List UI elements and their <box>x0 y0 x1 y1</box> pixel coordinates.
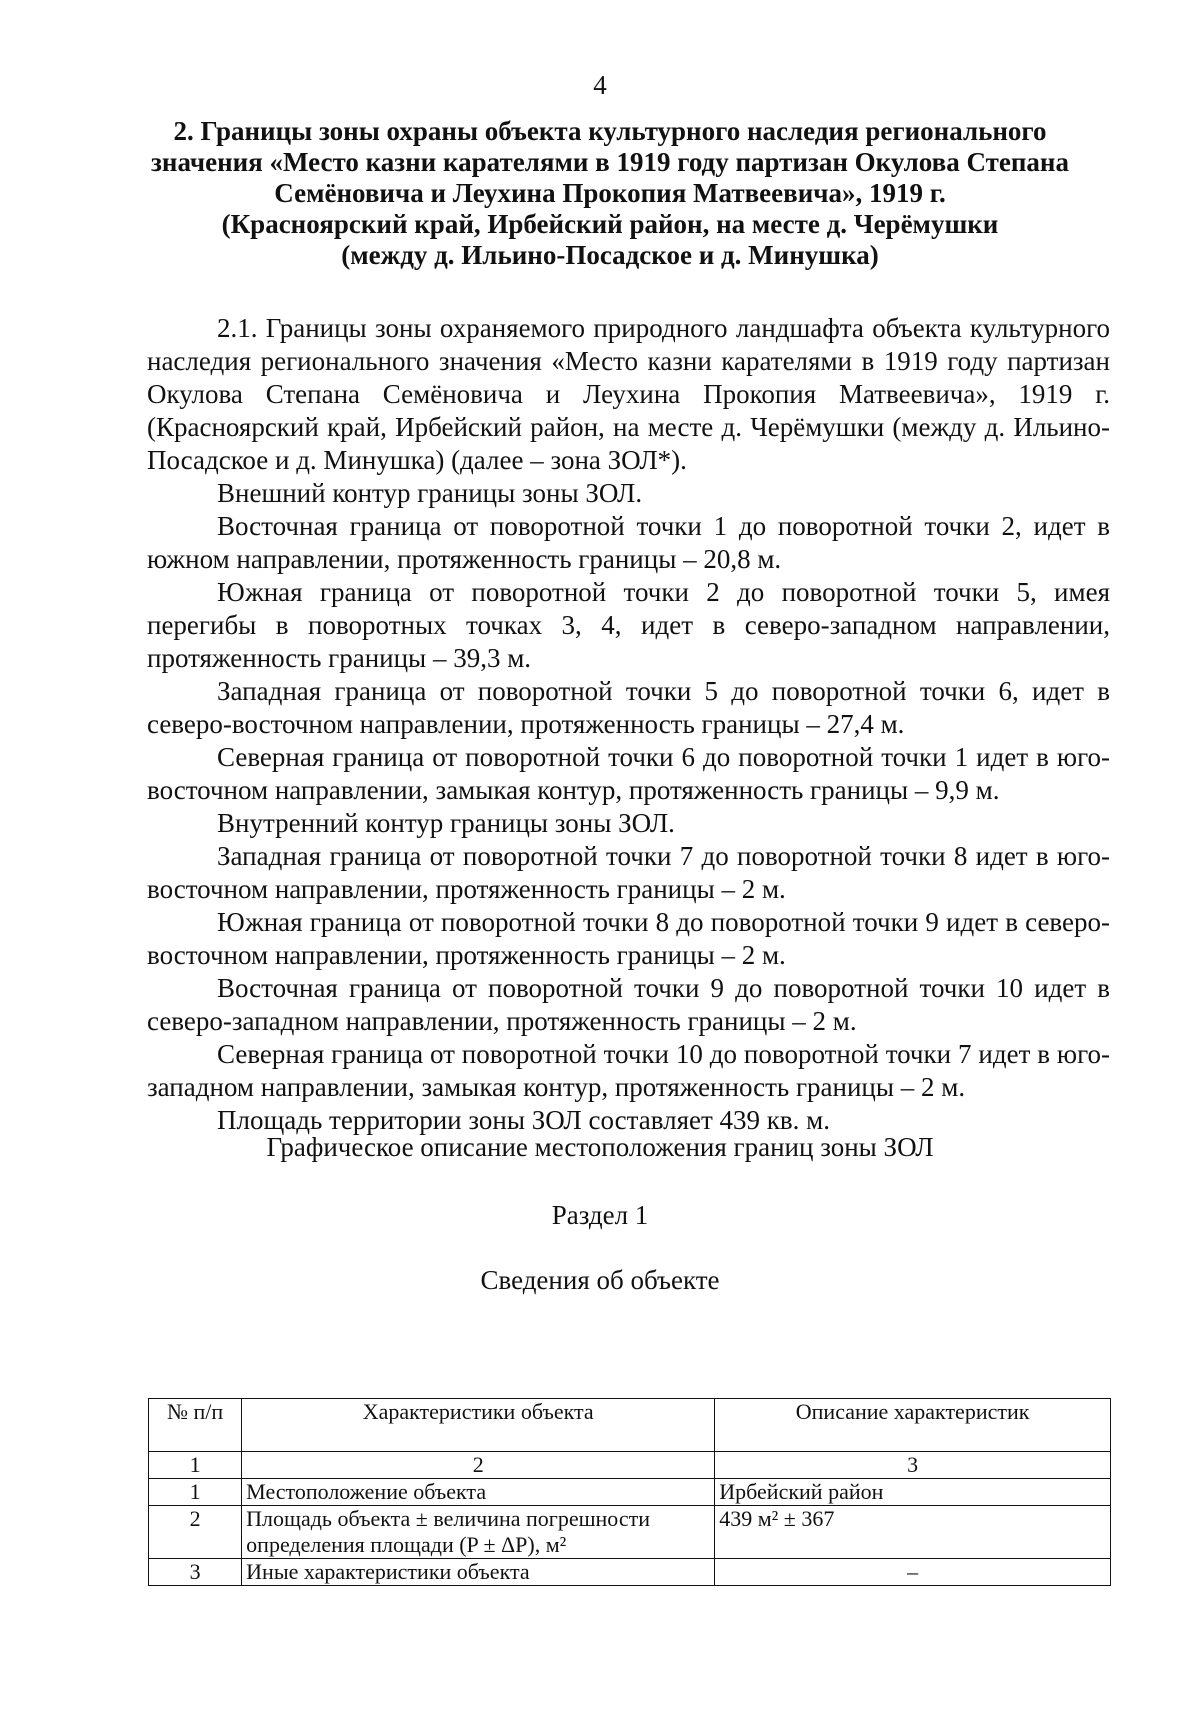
table-cell: 1 <box>149 1452 242 1479</box>
paragraph-inner-north-border: Северная граница от поворотной точки 10 до поворотной точки 7 идет в юго-западном направлении, замыкая контур, протяженность границы – 2 м. <box>147 1039 1110 1102</box>
heading-line: 2. Границы зоны охраны объекта культурного наследия регионального <box>173 116 1047 146</box>
section-title: Раздел 1 <box>551 1200 649 1230</box>
heading-line: значения «Место казни карателями в 1919 году партизан Окулова Степана <box>151 147 1069 177</box>
paragraph-inner-west-border: Западная граница от поворотной точки 7 до поворотной точки 8 идет в юго-восточном направлении, протяженность границы – 2 м. <box>147 841 1110 904</box>
table-row <box>149 1479 1111 1506</box>
paragraph-area: Площадь территории зоны ЗОЛ составляет 439 кв. м. <box>217 1105 830 1135</box>
graphic-description-title: Графическое описание местоположения границ зоны ЗОЛ <box>266 1132 934 1162</box>
object-info-title: Сведения об объекте <box>480 1265 720 1295</box>
paragraph-west-border: Западная граница от поворотной точки 5 до поворотной точки 6, идет в северо-восточном направлении, протяженность границы – 27,4 м. <box>147 676 1110 739</box>
table-cell: Площадь объекта ± величина погрешности определения площади (P ± ΔP), м² <box>242 1506 715 1559</box>
table-cell: 3 <box>149 1559 242 1586</box>
table-cell: 1 <box>149 1479 242 1506</box>
heading-line: (Красноярский край, Ирбейский район, на месте д. Черёмушки <box>221 209 999 239</box>
header-cell-characteristics: Характеристики объекта <box>242 1399 715 1452</box>
table-row <box>149 1506 1111 1559</box>
body-text <box>147 312 1110 1137</box>
paragraph-inner-contour: Внутренний контур границы зоны ЗОЛ. <box>217 808 675 838</box>
paragraph-zone-definition: 2.1. Границы зоны охраняемого природного ландшафта объекта культурного наследия регионального значения «Место казни карателями в 1919 году партизан Окулова Степана Семёновича и Леухина Прокопия Матвеевича», 1919 г. (Красноярский край, Ирбейский район, на месте д. Черёмушки (между д. Ильино-Посадское и д. Минушка) (далее – зона ЗОЛ*). <box>147 313 1110 475</box>
table-cell: Местоположение объекта <box>242 1479 715 1506</box>
object-info-table <box>148 1398 1111 1586</box>
header-cell-description: Описание характеристик <box>715 1399 1111 1452</box>
paragraph-east-border: Восточная граница от поворотной точки 1 до поворотной точки 2, идет в южном направлении, протяженность границы – 20,8 м. <box>147 511 1110 574</box>
paragraph-inner-east-border: Восточная граница от поворотной точки 9 до поворотной точки 10 идет в северо-западном направлении, протяженность границы – 2 м. <box>147 973 1110 1036</box>
paragraph-north-border: Северная граница от поворотной точки 6 до поворотной точки 1 идет в юго-восточном направлении, замыкая контур, протяженность границы – 9,9 м. <box>147 742 1110 805</box>
section-heading <box>140 116 1080 271</box>
header-cell-number: № п/п <box>149 1399 242 1452</box>
table-cell: 3 <box>715 1452 1111 1479</box>
paragraph-inner-south-border: Южная граница от поворотной точки 8 до поворотной точки 9 идет в северо-восточном направлении, протяженность границы – 2 м. <box>147 907 1110 970</box>
table-cell: 439 м² ± 367 <box>715 1506 1111 1559</box>
table-cell: 2 <box>149 1506 242 1559</box>
heading-line: Семёновича и Леухина Прокопия Матвеевича», 1919 г. <box>274 178 946 208</box>
table-cell: Иные характеристики объекта <box>242 1559 715 1586</box>
table-cell: – <box>715 1559 1111 1586</box>
table-cell: 2 <box>242 1452 715 1479</box>
table-cell: Ирбейский район <box>715 1479 1111 1506</box>
paragraph-outer-contour: Внешний контур границы зоны ЗОЛ. <box>217 478 643 508</box>
table-numbering-row <box>149 1452 1111 1479</box>
table-row <box>149 1559 1111 1586</box>
page-number: 4 <box>593 70 607 100</box>
table-header-row <box>149 1399 1111 1452</box>
heading-line: (между д. Ильино-Посадское и д. Минушка) <box>341 240 879 270</box>
paragraph-south-border: Южная граница от поворотной точки 2 до поворотной точки 5, имея перегибы в поворотных точках 3, 4, идет в северо-западном направлении, протяженность границы – 39,3 м. <box>147 577 1110 673</box>
